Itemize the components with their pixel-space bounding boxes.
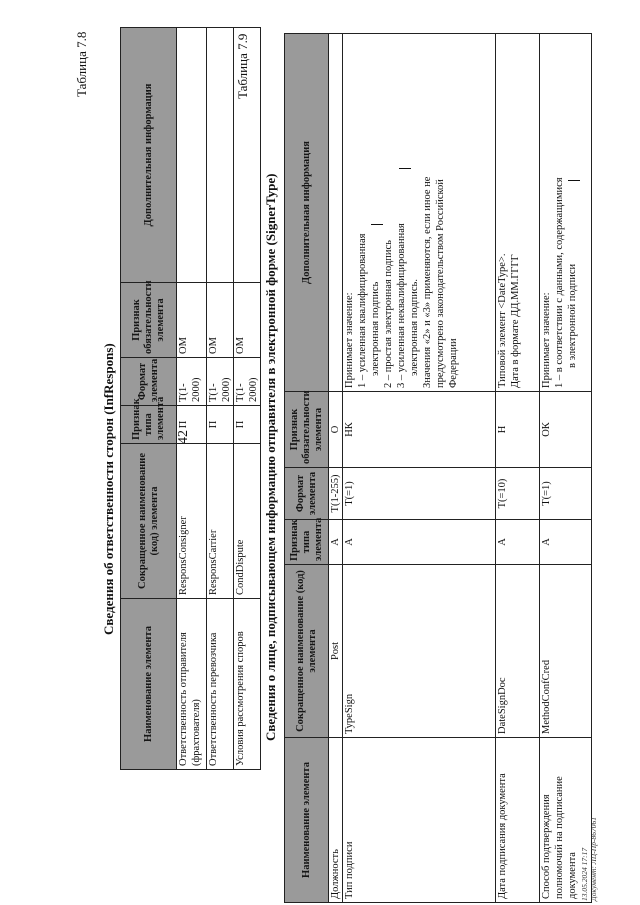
table-row bbox=[540, 34, 592, 903]
table-7-8-header: Дополнительная информация bbox=[121, 28, 177, 283]
table-7-8 bbox=[120, 27, 261, 770]
element-format-cell: Т(1-2000) bbox=[234, 358, 261, 406]
revision-bar bbox=[371, 224, 383, 225]
element-code-cell: CondDispute bbox=[234, 444, 261, 599]
table-7-8-header: Сокращенное наименование (код) элемента bbox=[121, 444, 177, 599]
info-line: Принимает значение: bbox=[541, 292, 552, 388]
table-7-8-header: Наименование элемента bbox=[121, 599, 177, 770]
element-type-cell: П bbox=[207, 406, 234, 444]
info-line: 1 – усиленная квалифицированная bbox=[357, 233, 368, 388]
document-footer bbox=[580, 817, 598, 901]
element-format-cell: Т(1-255) bbox=[329, 468, 343, 520]
page-number: 42 bbox=[176, 430, 191, 444]
table-7-8-title: Сведения об ответственности сторон (InfRespons) bbox=[101, 343, 116, 635]
element-required-cell: О bbox=[329, 392, 343, 468]
info-line: 1 – в соответствии с данными, содержащимися bbox=[554, 177, 565, 388]
table-7-9-header: Признак обязательности элемента bbox=[285, 392, 329, 468]
element-name-cell: Тип подписи bbox=[343, 738, 496, 903]
table-7-9-header: Наименование элемента bbox=[285, 738, 329, 903]
element-required-cell: ОК bbox=[540, 392, 592, 468]
element-info-cell bbox=[177, 28, 207, 283]
info-line: в электронной подписи bbox=[567, 263, 578, 368]
info-line: электронная подпись bbox=[370, 281, 381, 376]
element-info-cell bbox=[329, 34, 343, 392]
table-7-9-header-row bbox=[285, 34, 329, 903]
element-name-cell: Способ подтверждения полномочий на подписание документа bbox=[540, 738, 592, 903]
element-info-cell bbox=[540, 34, 592, 392]
table-7-9-header: Формат элемента bbox=[285, 468, 329, 520]
element-name-cell: Ответственность перевозчика bbox=[207, 599, 234, 770]
footer-date: 13.05.2024 17:17 bbox=[580, 847, 589, 901]
table-7-9-title: Сведения о лице, подписывающем информацию отправителя в электронной форме (SignerType) bbox=[263, 173, 278, 741]
element-required-cell: ОМ bbox=[234, 283, 261, 358]
element-name-cell: Дата подписания документа bbox=[496, 738, 540, 903]
element-name-cell: Условия рассмотрения споров bbox=[234, 599, 261, 770]
element-format-cell: Т(=1) bbox=[540, 468, 592, 520]
element-code-cell: ResponsCarrier bbox=[207, 444, 234, 599]
table-7-8-header: Признак типа элемента bbox=[121, 406, 177, 444]
info-line: предусмотрено законодательством Российской bbox=[435, 179, 446, 388]
element-required-cell: ОМ bbox=[177, 283, 207, 358]
element-format-cell: Т(=1) bbox=[343, 468, 496, 520]
element-format-cell: Т(1-2000) bbox=[207, 358, 234, 406]
table-row bbox=[177, 28, 207, 770]
element-format-cell: Т(1-2000) bbox=[177, 358, 207, 406]
table-row bbox=[207, 28, 234, 770]
info-line: Принимает значение: bbox=[344, 292, 355, 388]
element-info-cell bbox=[496, 34, 540, 392]
element-name-cell: Должность bbox=[329, 738, 343, 903]
info-line: Типовой элемент <DateType>. bbox=[497, 253, 508, 388]
element-info-cell bbox=[343, 34, 496, 392]
table-7-9 bbox=[284, 33, 592, 903]
element-type-cell: А bbox=[496, 520, 540, 565]
element-type-cell: А bbox=[540, 520, 592, 565]
table-7-9-caption: Таблица 7.9 bbox=[235, 33, 250, 99]
info-line: 3 – усиленная неквалифицированная bbox=[396, 223, 407, 388]
info-line: Федерации bbox=[448, 338, 459, 388]
table-row bbox=[496, 34, 540, 903]
info-line: Значения «2» и «3» применяются, если иное не bbox=[422, 176, 433, 388]
element-type-cell: П bbox=[234, 406, 261, 444]
info-line: Дата в формате ДД.ММ.ГГГГ bbox=[510, 254, 521, 388]
element-format-cell: Т(=10) bbox=[496, 468, 540, 520]
revision-bar bbox=[399, 168, 411, 169]
element-code-cell: MethodConfCred bbox=[540, 565, 592, 738]
table-7-9-header: Сокращенное наименование (код) элемента bbox=[285, 565, 329, 738]
element-code-cell: ResponsConsigner bbox=[177, 444, 207, 599]
element-code-cell: TypeSign bbox=[343, 565, 496, 738]
table-row bbox=[343, 34, 496, 903]
footer-doc-id: Документ: ЛЦ-Пр-867061 bbox=[589, 817, 598, 901]
info-line: 2 – простая электронная подпись bbox=[383, 240, 394, 388]
element-required-cell: ОМ bbox=[207, 283, 234, 358]
table-7-8-header-row bbox=[121, 28, 177, 770]
element-type-cell: П bbox=[177, 406, 207, 444]
element-code-cell: Post bbox=[329, 565, 343, 738]
element-info-cell bbox=[207, 28, 234, 283]
element-required-cell: НК bbox=[343, 392, 496, 468]
table-7-8-header: Формат элемента bbox=[121, 358, 177, 406]
table-row bbox=[234, 28, 261, 770]
info-line: электронная подпись. bbox=[409, 279, 420, 376]
element-code-cell: DateSignDoc bbox=[496, 565, 540, 738]
element-type-cell: А bbox=[343, 520, 496, 565]
table-7-9-header: Признак типа элемента bbox=[285, 520, 329, 565]
table-row bbox=[329, 34, 343, 903]
table-7-8-header: Признак обязательности элемента bbox=[121, 283, 177, 358]
table-7-9-header: Дополнительная информация bbox=[285, 34, 329, 392]
element-name-cell: Ответственность отправителя (фрахтователя) bbox=[177, 599, 207, 770]
element-required-cell: Н bbox=[496, 392, 540, 468]
element-type-cell: А bbox=[329, 520, 343, 565]
table-7-8-caption: Таблица 7.8 bbox=[74, 31, 89, 97]
revision-bar bbox=[568, 180, 580, 181]
